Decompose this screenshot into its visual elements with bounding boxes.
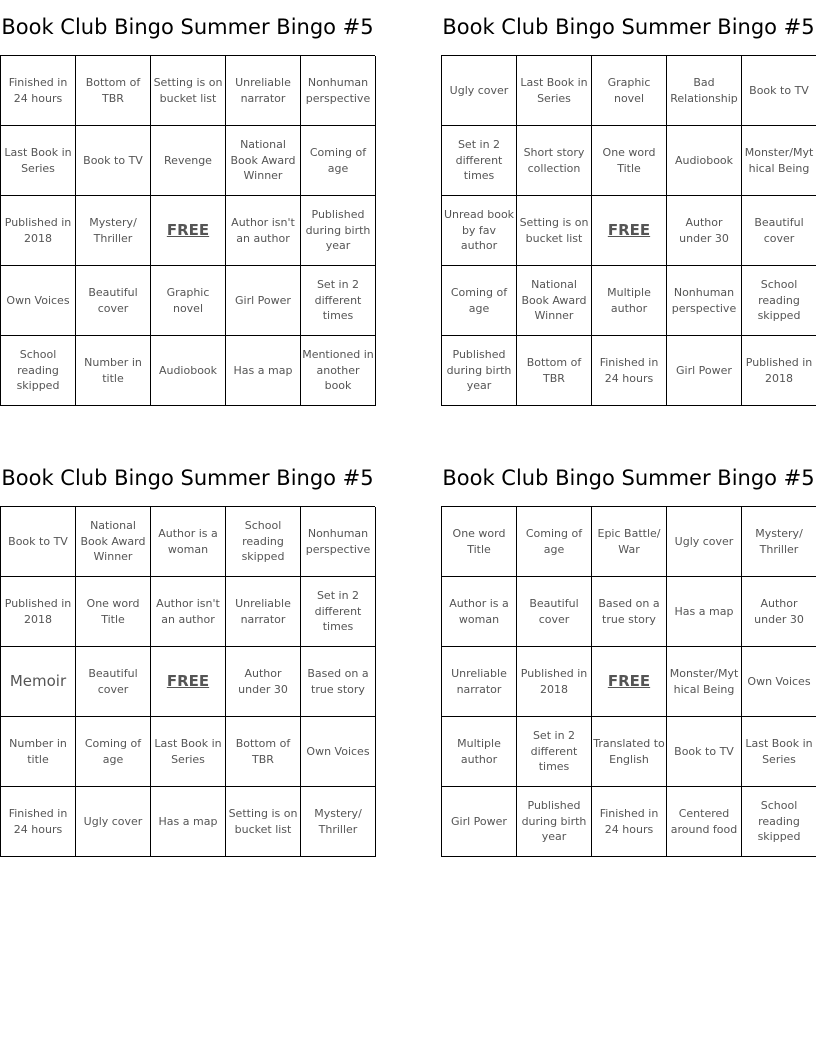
bingo-cell: Graphic novel — [592, 56, 667, 126]
bingo-cell: Beautiful cover — [76, 647, 151, 717]
bingo-cell: Has a map — [226, 336, 301, 406]
bingo-cell: Last Book in Series — [742, 717, 816, 787]
bingo-cell: Audiobook — [667, 126, 742, 196]
bingo-cell: Published during birth year — [442, 336, 517, 406]
bingo-cell: Has a map — [151, 787, 226, 857]
bingo-cell: Translated to English — [592, 717, 667, 787]
bingo-cell: Monster/Mythical Being — [742, 126, 816, 196]
bingo-cell: National Book Award Winner — [226, 126, 301, 196]
bingo-cell: School reading skipped — [226, 507, 301, 577]
bingo-cell: Set in 2 different times — [517, 717, 592, 787]
bingo-cell: Author under 30 — [226, 647, 301, 717]
free-space-cell: FREE — [592, 196, 667, 266]
bingo-cell: Number in title — [1, 717, 76, 787]
bingo-card-1 — [0, 0, 375, 406]
bingo-cell: Author under 30 — [742, 577, 816, 647]
bingo-cell: Revenge — [151, 126, 226, 196]
bingo-card-2 — [441, 0, 816, 406]
bingo-cell: Beautiful cover — [742, 196, 816, 266]
bingo-cell: Author is a woman — [442, 577, 517, 647]
bingo-cell: Memoir — [1, 647, 76, 717]
bingo-grid — [0, 55, 375, 406]
card-title: Book Club Bingo Summer Bingo #5 — [1, 466, 374, 490]
bingo-cell: Book to TV — [742, 56, 816, 126]
bingo-cell: Has a map — [667, 577, 742, 647]
bingo-cell: Published in 2018 — [1, 196, 76, 266]
bingo-cell: Coming of age — [442, 266, 517, 336]
bingo-cell: Last Book in Series — [517, 56, 592, 126]
bingo-cell: Nonhuman perspective — [301, 507, 376, 577]
bingo-cell: Book to TV — [76, 126, 151, 196]
bingo-cell: Monster/Mythical Being — [667, 647, 742, 717]
bingo-cell: Author under 30 — [667, 196, 742, 266]
bingo-cell: Last Book in Series — [151, 717, 226, 787]
bingo-cell: Girl Power — [442, 787, 517, 857]
bingo-cell: Finished in 24 hours — [1, 787, 76, 857]
bingo-cell: Mystery/ Thriller — [742, 507, 816, 577]
bingo-cell: Unreliable narrator — [226, 56, 301, 126]
bingo-cell: Set in 2 different times — [301, 266, 376, 336]
bingo-cell: Unreliable narrator — [442, 647, 517, 717]
card-title: Book Club Bingo Summer Bingo #5 — [442, 466, 815, 490]
bingo-cell: Last Book in Series — [1, 126, 76, 196]
bingo-cell: Ugly cover — [667, 507, 742, 577]
bingo-cell: Epic Battle/ War — [592, 507, 667, 577]
bingo-cell: School reading skipped — [742, 266, 816, 336]
bingo-cell: Published in 2018 — [742, 336, 816, 406]
bingo-cell: Number in title — [76, 336, 151, 406]
bingo-cell: Own Voices — [301, 717, 376, 787]
bingo-cell: Setting is on bucket list — [226, 787, 301, 857]
bingo-cell: Coming of age — [517, 507, 592, 577]
bingo-cell: Set in 2 different times — [301, 577, 376, 647]
bingo-cell: Finished in 24 hours — [1, 56, 76, 126]
bingo-cell: National Book Award Winner — [517, 266, 592, 336]
bingo-card-3 — [0, 451, 375, 857]
card-title: Book Club Bingo Summer Bingo #5 — [1, 15, 374, 39]
bingo-cell: Set in 2 different times — [442, 126, 517, 196]
bingo-cell: Mystery/ Thriller — [301, 787, 376, 857]
bingo-cell: Bottom of TBR — [226, 717, 301, 787]
bingo-cell: Unreliable narrator — [226, 577, 301, 647]
bingo-cell: Setting is on bucket list — [151, 56, 226, 126]
bingo-cell: Based on a true story — [301, 647, 376, 717]
bingo-cell: One word Title — [76, 577, 151, 647]
bingo-cell: Finished in 24 hours — [592, 787, 667, 857]
bingo-cell: Short story collection — [517, 126, 592, 196]
bingo-cell: School reading skipped — [742, 787, 816, 857]
free-space-cell: FREE — [151, 196, 226, 266]
bingo-cell: Author isn't an author — [226, 196, 301, 266]
bingo-cell: Nonhuman perspective — [301, 56, 376, 126]
bingo-cell: National Book Award Winner — [76, 507, 151, 577]
bingo-cell: Author isn't an author — [151, 577, 226, 647]
bingo-cell: Bottom of TBR — [76, 56, 151, 126]
bingo-cell: Mentioned in another book — [301, 336, 376, 406]
bingo-cell: Book to TV — [1, 507, 76, 577]
bingo-cell: Bottom of TBR — [517, 336, 592, 406]
bingo-cell: School reading skipped — [1, 336, 76, 406]
bingo-cell: Beautiful cover — [76, 266, 151, 336]
bingo-cell: Girl Power — [226, 266, 301, 336]
bingo-cell: Own Voices — [742, 647, 816, 717]
bingo-cell: Ugly cover — [442, 56, 517, 126]
bingo-cell: Book to TV — [667, 717, 742, 787]
bingo-cell: Girl Power — [667, 336, 742, 406]
bingo-cell: Setting is on bucket list — [517, 196, 592, 266]
bingo-card-4 — [441, 451, 816, 857]
bingo-cell: Coming of age — [301, 126, 376, 196]
free-space-cell: FREE — [592, 647, 667, 717]
bingo-cell: Own Voices — [1, 266, 76, 336]
bingo-grid — [0, 506, 375, 857]
bingo-cell: Published during birth year — [301, 196, 376, 266]
bingo-cell: Unread book by fav author — [442, 196, 517, 266]
bingo-cell: Published during birth year — [517, 787, 592, 857]
bingo-cell: Published in 2018 — [517, 647, 592, 717]
bingo-cell: Multiple author — [442, 717, 517, 787]
bingo-cell: Multiple author — [592, 266, 667, 336]
bingo-cell: Finished in 24 hours — [592, 336, 667, 406]
bingo-cell: Mystery/ Thriller — [76, 196, 151, 266]
card-title: Book Club Bingo Summer Bingo #5 — [442, 15, 815, 39]
bingo-cell: Centered around food — [667, 787, 742, 857]
bingo-cell: One word Title — [592, 126, 667, 196]
bingo-cell: Author is a woman — [151, 507, 226, 577]
bingo-grid — [441, 506, 816, 857]
bingo-cell: Beautiful cover — [517, 577, 592, 647]
bingo-grid — [441, 55, 816, 406]
bingo-cell: One word Title — [442, 507, 517, 577]
free-space-cell: FREE — [151, 647, 226, 717]
bingo-cell: Audiobook — [151, 336, 226, 406]
bingo-cell: Graphic novel — [151, 266, 226, 336]
bingo-cell: Nonhuman perspective — [667, 266, 742, 336]
bingo-cell: Bad Relationship — [667, 56, 742, 126]
bingo-cell: Published in 2018 — [1, 577, 76, 647]
bingo-cell: Coming of age — [76, 717, 151, 787]
bingo-cell: Ugly cover — [76, 787, 151, 857]
bingo-cell: Based on a true story — [592, 577, 667, 647]
